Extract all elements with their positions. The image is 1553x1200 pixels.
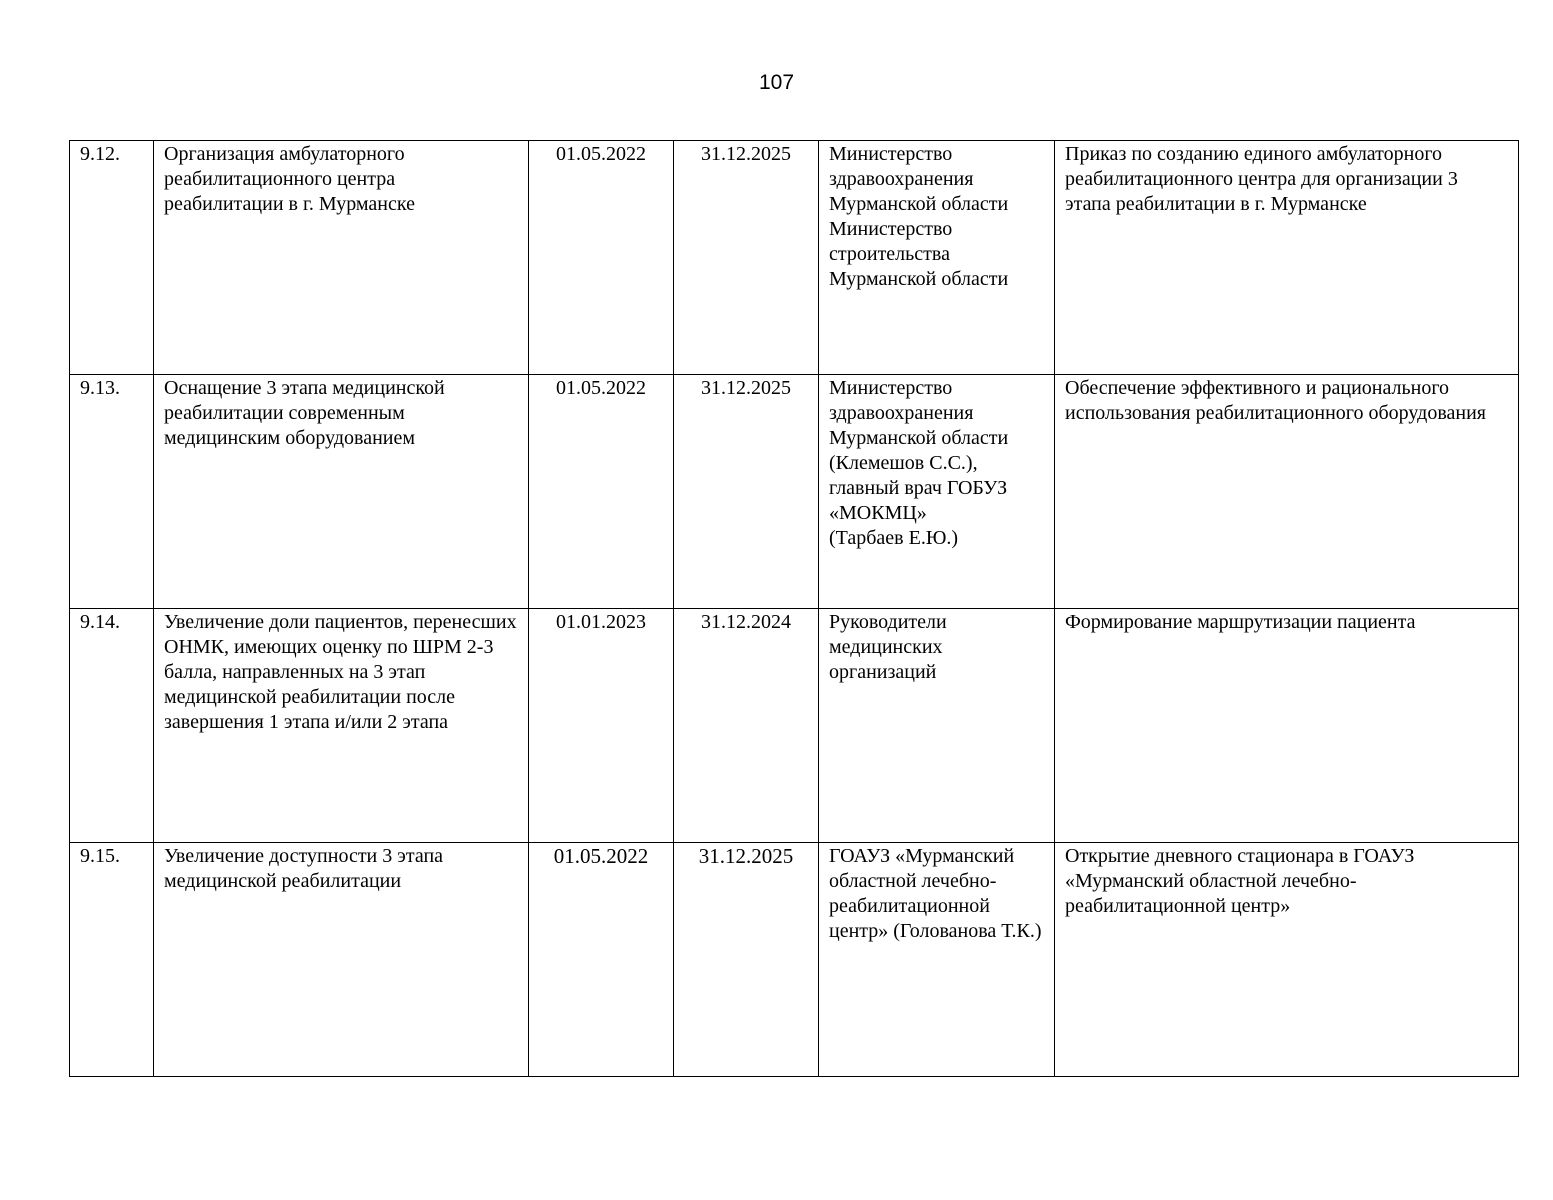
responsible-cell: Руководители медицинских организаций [819, 609, 1055, 843]
activity-cell: Увеличение доли пациентов, перенесших ОНМК, имеющих оценку по ШРМ 2-3 балла, направленных на 3 этап медицинской реабилитации после завершения 1 этапа и/или 2 этапа [154, 609, 529, 843]
end-date-cell: 31.12.2025 [674, 141, 819, 375]
end-date-cell: 31.12.2025 [674, 375, 819, 609]
activities-table [69, 140, 1519, 1077]
table-row [70, 843, 1519, 1077]
activity-cell: Оснащение 3 этапа медицинской реабилитации современным медицинским оборудованием [154, 375, 529, 609]
result-cell: Открытие дневного стационара в ГОАУЗ «Мурманский областной лечебно-реабилитационной центр» [1055, 843, 1519, 1077]
activity-cell: Организация амбулаторного реабилитационного центра реабилитации в г. Мурманске [154, 141, 529, 375]
table-row [70, 609, 1519, 843]
start-date-cell: 01.01.2023 [529, 609, 674, 843]
table-row [70, 141, 1519, 375]
responsible-cell: Министерство здравоохранения Мурманской области Министерство строительства Мурманской области [819, 141, 1055, 375]
responsible-cell: ГОАУЗ «Мурманский областной лечебно-реабилитационной центр» (Голованова Т.К.) [819, 843, 1055, 1077]
responsible-cell: Министерство здравоохранения Мурманской области (Клемешов С.С.), главный врач ГОБУЗ «МОКМЦ» (Тарбаев Е.Ю.) [819, 375, 1055, 609]
row-number: 9.14. [70, 609, 154, 843]
row-number: 9.12. [70, 141, 154, 375]
start-date-cell: 01.05.2022 [529, 843, 674, 1077]
page-number: 107 [758, 71, 795, 94]
start-date-cell: 01.05.2022 [529, 375, 674, 609]
end-date-cell: 31.12.2024 [674, 609, 819, 843]
result-cell: Приказ по созданию единого амбулаторного реабилитационного центра для организации 3 этапа реабилитации в г. Мурманске [1055, 141, 1519, 375]
row-number: 9.15. [70, 843, 154, 1077]
row-number: 9.13. [70, 375, 154, 609]
activity-cell: Увеличение доступности 3 этапа медицинской реабилитации [154, 843, 529, 1077]
start-date-cell: 01.05.2022 [529, 141, 674, 375]
result-cell: Формирование маршрутизации пациента [1055, 609, 1519, 843]
end-date-cell: 31.12.2025 [674, 843, 819, 1077]
table-row [70, 375, 1519, 609]
result-cell: Обеспечение эффективного и рационального использования реабилитационного оборудования [1055, 375, 1519, 609]
